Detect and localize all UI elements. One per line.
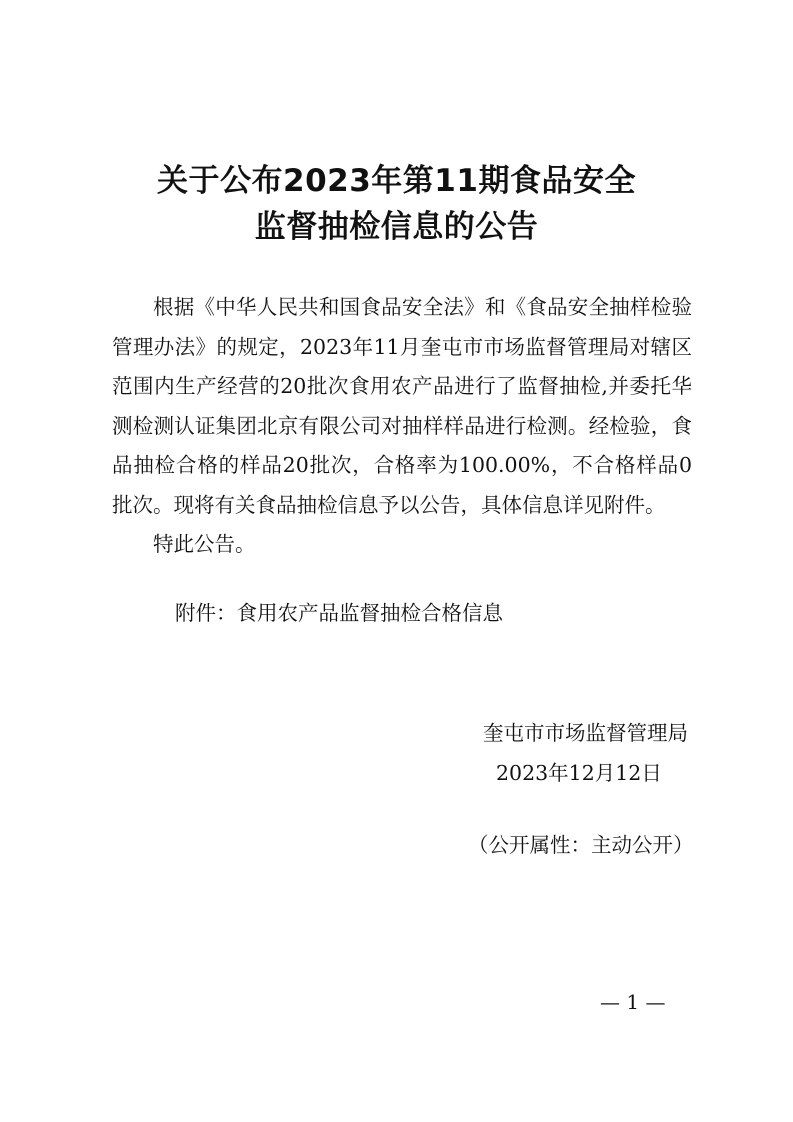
body-paragraph-closing: 特此公告。 <box>153 532 256 556</box>
issue-date: 2023年12月12日 <box>496 761 662 785</box>
document-body <box>112 288 692 565</box>
disclosure-attribute: （公开属性：主动公开） <box>468 833 694 857</box>
page-number: — 1 — <box>600 990 666 1014</box>
body-paragraph-main: 根据《中华人民共和国食品安全法》和《食品安全抽样检验管理办法》的规定，2023年11月奎屯市市场监督管理局对辖区范围内生产经营的20批次食用农产品进行了监督抽检,并委托华测检测认证集团北京有限公司对抽样样品进行检测。经检验，食品抽检合格的样品20批次，合格率为100.00%，不合格样品0批次。现将有关食品抽检信息予以公告，具体信息详见附件。 <box>112 295 692 517</box>
document-title-line-2: 监督抽检信息的公告 <box>254 209 539 245</box>
issuing-authority: 奎屯市市场监督管理局 <box>483 721 688 745</box>
document-title-line-1: 关于公布2023年第11期食品安全 <box>157 163 636 199</box>
attachment-note: 附件：食用农产品监督抽检合格信息 <box>175 601 503 625</box>
